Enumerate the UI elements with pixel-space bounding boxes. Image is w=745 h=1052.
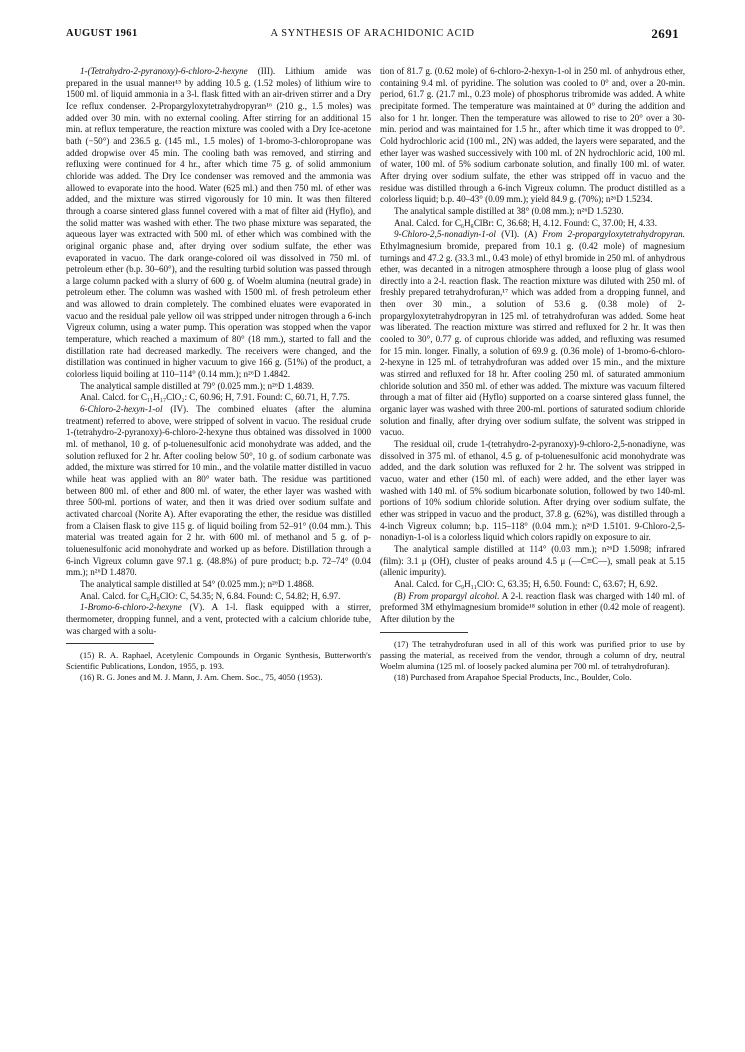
footnote-divider (66, 643, 154, 644)
paragraph-method-b (380, 591, 685, 626)
compound-heading: 9-Chloro-2,5-nonadiyn-1-ol (394, 229, 496, 240)
paragraph-compound-iv (66, 404, 371, 579)
page-number: 2691 (651, 26, 679, 41)
paragraph-analytical-sample: The analytical sample distilled at 38° (0.08 mm.); n²⁶D 1.5230. (394, 205, 624, 216)
paragraph-analysis: Anal. Calcd. for C₆H₈ClBr: C, 36.68; H, 4.12. Found: C, 37.00; H, 4.33. (394, 217, 657, 228)
paragraph-text: A 2-l. reaction flask was charged with 140 ml. of preformed 3M ethylmagnesium bromide¹⁸ solution in ether (0.42 mole of reagent). After dilution by the (380, 590, 685, 624)
paragraph-analysis: Anal. Calcd. for C₉H₁₁ClO: C, 63.35; H, 6.50. Found: C, 63.67; H, 6.92. (394, 578, 658, 589)
compound-heading: 1-Bromo-6-chloro-2-hexyne (80, 602, 182, 613)
footnote-17: (17) The tetrahydrofuran used in all of this work was purified prior to use by passing the material, as received from the vendor, through a column of dry, neutral Woelm alumina (125 ml. of loosely packed alumina per 700 ml. of tetrahydrofuran). (380, 638, 685, 671)
running-header-date: AUGUST 1961 (66, 28, 138, 39)
method-subheading: (B) From propargyl alcohol. (394, 590, 500, 601)
paragraph-text: Ethylmagnesium bromide, prepared from 10.1 g. (0.42 mole) of magnesium turnings and 47.2 g. (33.3 ml., 0.43 mole) of ethyl bromide in 250 ml. of anhydrous ether, was decanted in a nitrogen atmosphere through a loose plug of glass wool directly into a 2-l. reaction flask. The reaction mixture was diluted with 250 ml. of freshly prepared tetrahydrofuran,¹⁷ which was added from a dropping funnel, and then over 30 min., a solution of 53.6 g. (0.38 mole) of 2-propargyloxytetrahydropyran in 125 ml. of tetrahydrofuran was added. Some heat was liberated. The reaction mixture was stirred and refluxed for 2 hr. It was then cooled to 30°, 0.77 g. of cuprous chloride was added, and refluxing was resumed for 15 min. longer. Finally, a solution of 69.9 g. (0.36 mole) of 1-bromo-6-chloro-2-hexyne in 125 ml. of tetrahydrofuran was added over 15 min., and the mixture was stirred and refluxed for 18 hr. After cooling 250 ml. of saturated ammonium chloride solution and 350 ml. of ether was added. The mixture was vacuum filtered through a mat of filter aid (Hyflo) supported on a coarse sintered glass funnel, the organic layer was washed with three 200-ml. portions of saturated sodium chloride solution and finally, after drying over sodium sulfate, the solvent was stripped in vacuo. (380, 240, 685, 438)
paragraph-compound-iii (66, 66, 371, 381)
footnote-16: (16) R. G. Jones and M. J. Mann, J. Am. Chem. Soc., 75, 4050 (1953). (80, 672, 323, 683)
footnote-15: (15) R. A. Raphael, Acetylenic Compounds in Organic Synthesis, Butterworth's Scientific Publications, London, 1955, p. 193. (66, 650, 371, 672)
compound-heading: 6-Chloro-2-hexyn-1-ol (80, 404, 163, 415)
compound-heading: 1-(Tetrahydro-2-pyranoxy)-6-chloro-2-hexyne (80, 66, 248, 76)
footnote-divider (380, 632, 468, 633)
paragraph-text: (III). Lithium amide was prepared in the usual manner¹⁵ by adding 10.5 g. (1.52 moles) of lithium wire to 1500 ml. of liquid ammonia in a 3-l. flask fitted with an air-driven stirrer and a Dry Ice reflux condenser. 2-Propargyloxytetrahydropyran¹⁶ (210 g., 1.5 moles) was added over 30 min. with no external cooling. After stirring for an additional 15 min. at reflux temperature, the reaction mixture was cooled with a Dry Ice-acetone bath (−50°) and 236.5 g. (145 ml., 1.5 moles) of 1-bromo-3-chloropropane was added dropwise over 45 min. The cooling bath was removed, and stirring and refluxing were continued for 4 hr., after which time 75 g. of solid ammonium chloride was added. The Dry Ice condenser was removed and the ammonia was allowed to evaporate into the hood. Water (625 ml.) and then 750 ml. of ether was added, and the mixture was stirred vigorously for 10 min. It was then filtered through a coarse sintered glass funnel covered with a mat of filter aid (Hyflo), and the solid matter was washed with ether. The two phase mixture was separated, the aqueous layer was extracted with 500 ml. of ether which was combined with the original organic phase and, after drying over sodium sulfate, the ether was evaporated in vacuo. The dark orange-colored oil was dissolved in 750 ml. of petroleum ether (b.p. 30–60°), and the resulting turbid solution was passed through a large column packed with a slurry of 600 g. of Woelm alumina (neutral grade) in petroleum ether. The column was washed with 1500 ml. of fresh petroleum ether and was allowed to drain completely. The combined eluates were evaporated in vacuo and the residual pale yellow oil was stripped under nitrogen through a 6-inch Vigreux column, using a water pump. This operation was stopped when the vapor temperature, which reached a maximum of 80° (18 mm.), started to fall and the distillation rate had decreased markedly. The receivers were changed, and the distillation was continued in higher vacuum to give 166 g. (51%) of the product, a colorless liquid boiling at 110–114° (0.14 mm.); n²⁶D 1.4842. (66, 66, 371, 380)
paragraph-analysis: Anal. Calcd. for C₁₁H₁₇ClO₂: C, 60.96; H, 7.91. Found: C, 60.71, H, 7.75. (80, 392, 350, 403)
right-column (380, 66, 685, 683)
left-column (66, 66, 371, 683)
paragraph-continuation: tion of 81.7 g. (0.62 mole) of 6-chloro-2-hexyn-1-ol in 250 ml. of anhydrous ether, containing 9.4 ml. of pyridine. The solution was cooled to 0° and, over a 20-min. period, 61.7 g. (21.7 ml., 0.23 mole) of phosphorus tribromide was added. A white precipitate formed. The temperature was maintained at 0° during the addition and also for 1 hr. longer. Then the temperature was allowed to rise to 20° over a 30-min. period and was maintained for 1.5 hr., after which time it was dropped to 0°. Cold hydrochloric acid (100 ml., 2N) was added, the layers were separated, and the ether layer was washed successively with 100 ml. of 2N hydrochloric acid, 100 ml. of water, 100 ml. of 5% sodium carbonate solution, and finally 100 ml. of water. After drying over sodium sulfate, the ether was stripped off in vacuo and the residue was distilled through a 6-inch Vigreux column. The product distilled as a colorless liquid; b.p. 40–43° (0.09 mm.); yield 84.9 g. (70%); n²⁶D 1.5234. (380, 66, 685, 205)
paragraph-analytical-sample: The analytical sample distilled at 79° (0.025 mm.); n²⁶D 1.4839. (80, 380, 315, 391)
method-subheading: From 2-propargyloxytetrahydropyran. (542, 229, 685, 240)
paragraph-analysis: Anal. Calcd. for C₆H₉ClO: C, 54.35; N, 6.84. Found: C, 54.82; H, 6.97. (80, 590, 341, 601)
paragraph-text: (IV). The combined eluates (after the alumina treatment) referred to above, were stripped of solvent in vacuo. The residual crude 1-(tetrahydro-2-pyranoxy)-6-chloro-2-hexyne thus obtained was dissolved in 1000 ml. of methanol, 10 g. of p-toluenesulfonic acid monohydrate was added, and the solution refluxed for 2 hr. After cooling below 50°, 10 g. of sodium carbonate was added, the mixture was stirred for 10 min., and the volatile matter distilled in vacuo while heat was applied with an 80° water bath. The residue was partitioned between 800 ml. of ether and 800 ml. of water, the ether layer was washed with three 500-ml. portions of water, and then it was dried over sodium sulfate and activated charcoal (Norite A). After evaporating the ether, the residue was distilled from a Claisen flask to give 115 g. of liquid boiling from 52–91° (0.04 mm.). This material was treated again for 2 hr. with 600 ml. of methanol and 5 g. of p-toluenesulfonic acid monohydrate and worked up as before. Distillation through a 6-inch Vigreux column gave 97.1 g. (48.8%) of pure product; b.p. 72–74° (0.04 mm.); n²⁶D 1.4870. (66, 404, 371, 578)
paragraph-text: (V). A 1-l. flask equipped with a stirrer, thermometer, dropping funnel, and a vent, protected with a calcium chloride tube, was charged with a solu- (66, 602, 371, 636)
paragraph-compound-vi: 9-Chloro-2,5-nonadiyn-1-ol (VI). (A) From 2-propargyloxytetrahydropyran. Ethylmagnesium bromide, prepared from 10.1 g. (0.42 mole) of magnesium turnings and 47.2 g. (33.3 ml., 0.43 mole) of ethyl bromide in 250 ml. of anhydrous ether, was decanted in a nitrogen atmosphere through a loose plug of glass wool directly into a 2-l. reaction flask. The reaction mixture was diluted with 250 ml. of freshly prepared tetrahydrofuran,¹⁷ which was added from a dropping funnel, and then over 30 min., a solution of 53.6 g. (0.38 mole) of 2-propargyloxytetrahydropyran in 125 ml. of tetrahydrofuran was added. Some heat was liberated. The reaction mixture was stirred and refluxed for 2 hr. It was then cooled to 30°, 0.77 g. of cuprous chloride was added, and refluxing was resumed for 15 min. longer. Finally, a solution of 69.9 g. (0.36 mole) of 1-bromo-6-chloro-2-hexyne in 125 ml. of tetrahydrofuran was added over 15 min., and the mixture was stirred and refluxed for 18 hr. After cooling 250 ml. of saturated ammonium chloride solution and 350 ml. of ether was added. The mixture was vacuum filtered through a mat of filter aid (Hyflo) supported on a coarse sintered glass funnel, the organic layer was washed with three 200-ml. portions of saturated sodium chloride solution and finally, after drying over sodium sulfate, the solvent was stripped in vacuo. (380, 229, 685, 438)
footnote-18: (18) Purchased from Arapahoe Special Products, Inc., Boulder, Colo. (394, 671, 632, 682)
running-header-title: A SYNTHESIS OF ARACHIDONIC ACID (270, 28, 475, 39)
paragraph-residual-oil: The residual oil, crude 1-(tetrahydro-2-pyranoxy)-9-chloro-2,5-nonadiyne, was dissolved in 375 ml. of ethanol, 4.5 g. of p-toluenesulfonic acid monohydrate was added, and the dark solution was refluxed for 2 hr. The solvent was stripped in vacuo, water and ether (150 ml. of each) were added, and the ether layer was washed with 140 ml. of 5% sodium bicarbonate solution, followed by two 140-ml. portions of 10% sodium chloride solution. After drying over sodium sulfate, the ether was stripped in vacuo and the product, 37.8 g. (62%), was distilled through a 4-inch Vigreux column; b.p. 115–118° (0.04 mm.); n²⁶D 1.5101. 9-Chloro-2,5-nonadiyn-1-ol is a colorless liquid which colors rapidly on exposure to air. (380, 439, 685, 543)
paragraph-analytical-sample: The analytical sample distilled at 114° (0.03 mm.); n²⁶D 1.5098; infrared (film): 3.1 μ (OH), cluster of peaks around 4.5 μ (—C≡C—), small peak at 5.15 (allenic impurity). (380, 543, 685, 578)
paragraph-compound-v (66, 602, 371, 637)
paragraph-analytical-sample: The analytical sample distilled at 54° (0.025 mm.); n²⁶D 1.4868. (80, 578, 315, 589)
